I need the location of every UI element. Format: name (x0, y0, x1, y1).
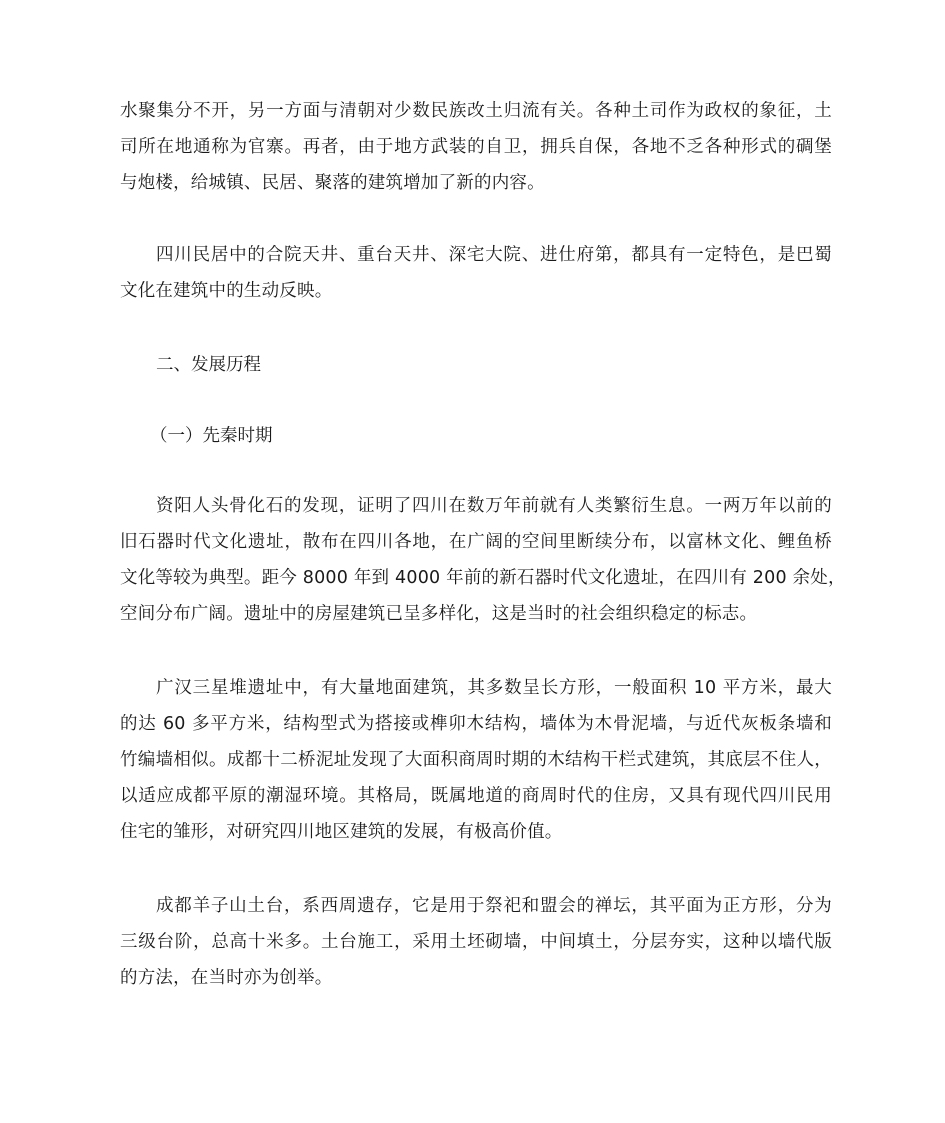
text-line: 的达 60 多平方米，结构型式为搭接或榫卯木结构，墙体为木骨泥墙，与近代灰板条墙和 (120, 714, 832, 734)
text-line: 的方法，在当时亦为创举。 (120, 968, 333, 988)
paragraph-4 (120, 670, 832, 850)
text-line: 空间分布广阔。遗址中的房屋建筑已呈多样化，这是当时的社会组织稳定的标志。 (120, 604, 758, 624)
section-heading: 二、发展历程 (156, 355, 261, 375)
paragraph-5 (120, 888, 832, 996)
text-line: 水聚集分不开，另一方面与清朝对少数民族改土归流有关。各种土司作为政权的象征，土 (120, 101, 832, 121)
text-line: 成都羊子山土台，系西周遗存，它是用于祭祀和盟会的禅坛，其平面为正方形，分为 (156, 896, 832, 916)
paragraph-3 (120, 488, 846, 632)
text-line: 司所在地通称为官寨。再者，由于地方武装的自卫，拥兵自保，各地不乏各种形式的碉堡 (120, 137, 832, 157)
text-line: 竹编墙相似。成都十二桥泥址发现了大面积商周时期的木结构干栏式建筑，其底层不住人， (120, 750, 832, 770)
text-line: 旧石器时代文化遗址，散布在四川各地，在广阔的空间里断续分布，以富林文化、鲤鱼桥 (120, 532, 832, 552)
text-line: 文化等较为典型。距今 8000 年到 4000 年前的新石器时代文化遗址，在四川有 200 余处， (120, 568, 846, 588)
text-line: 三级台阶，总高十米多。土台施工，采用土坯砌墙，中间填土，分层夯实，这种以墙代版 (120, 932, 832, 952)
text-line: 广汉三星堆遗址中，有大量地面建筑，其多数呈长方形，一般面积 10 平方米，最大 (156, 678, 832, 698)
text-line: 与炮楼，给城镇、民居、聚落的建筑增加了新的内容。 (120, 173, 545, 193)
text-line: 四川民居中的合院天井、重台天井、深宅大院、进仕府第，都具有一定特色，是巴蜀 (156, 245, 832, 265)
subsection-heading: （一）先秦时期 (150, 426, 273, 446)
text-line: 住宅的雏形，对研究四川地区建筑的发展，有极高价值。 (120, 822, 563, 842)
text-line: 资阳人头骨化石的发现，证明了四川在数万年前就有人类繁衍生息。一两万年以前的 (156, 496, 832, 516)
text-line: 以适应成都平原的潮湿环境。其格局，既属地道的商周时代的住房，又具有现代四川民用 (120, 786, 832, 806)
paragraph-2 (120, 237, 832, 309)
text-line: 文化在建筑中的生动反映。 (120, 281, 333, 301)
paragraph-1 (120, 93, 832, 201)
